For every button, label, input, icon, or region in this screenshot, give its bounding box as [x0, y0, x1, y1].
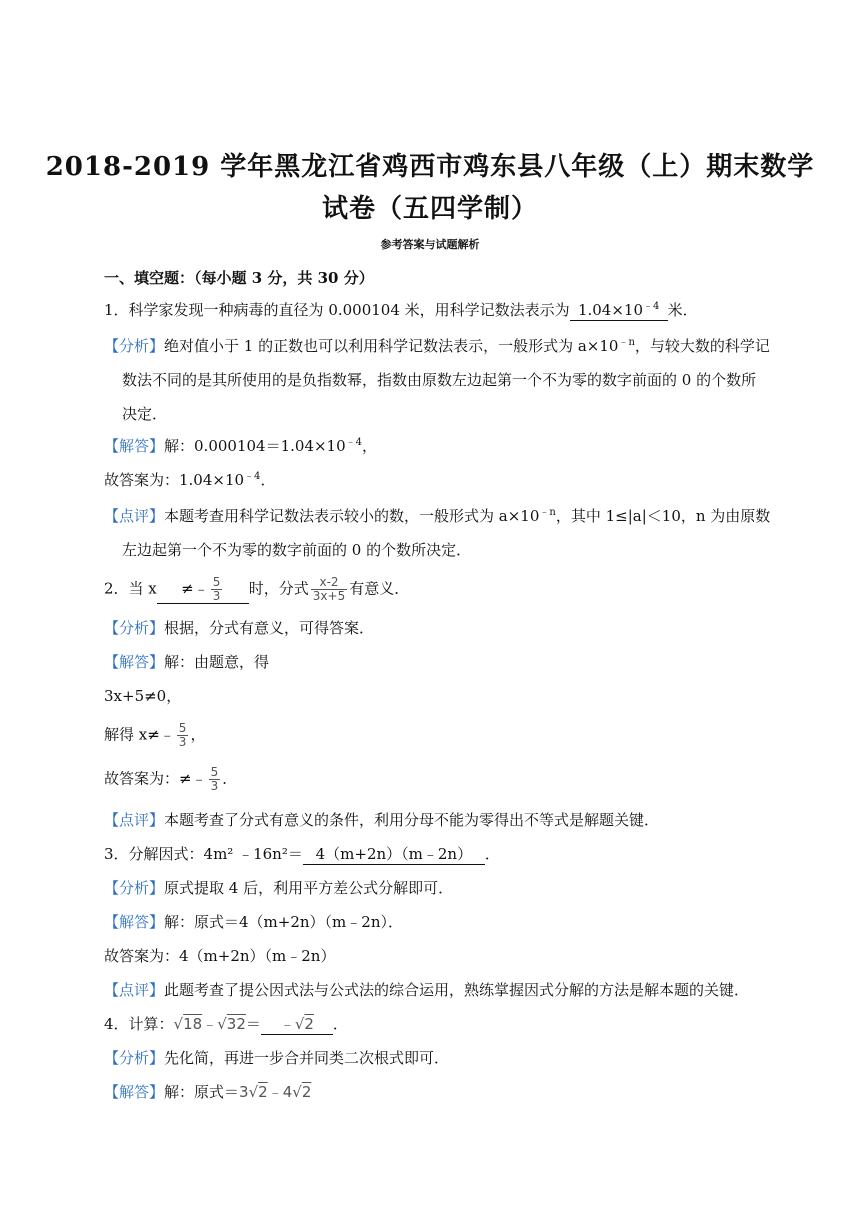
answer-blank: 4（m+2n）（m﹣2n） — [303, 844, 485, 865]
answer-blank: ≠﹣ $\frac{5}{3}$ — [157, 576, 249, 604]
analysis-tag: 【分析】 — [104, 337, 165, 355]
q1-analysis-cont2: 决定． — [122, 405, 168, 423]
answer-blank: $1.04\times 10^{﹣4}$ — [570, 300, 668, 321]
sqrt-expression: √18﹣√32 — [173, 1015, 246, 1033]
question-2: 2．当 x ≠﹣ $\frac{5}{3}$ 时，分式 $\frac{x-2}{3x+5}$ 有意义． — [104, 575, 410, 603]
q1-final-answer: 故答案为：$1.04\times 10^{﹣4}$． — [104, 471, 276, 489]
fraction-image: $\frac{5}{3}$ — [212, 575, 221, 603]
q3-answer: 【解答】解：原式＝4（m+2n）（m﹣2n）． — [104, 913, 403, 931]
q2-answer: 【解答】解：由题意，得 — [104, 653, 270, 671]
page-subtitle: 参考答案与试题解析 — [380, 238, 480, 251]
question-1: 1．科学家发现一种病毒的直径为 0.000104 米，用科学记数法表示为 $1.04\times 10^{﹣4}$ 米． — [104, 301, 698, 319]
question-3: 3．分解因式：4m² ﹣16n²＝ 4（m+2n）（m﹣2n） ． — [104, 845, 500, 863]
q1-comment: 【点评】本题考查用科学记数法表示较小的数，一般形式为 $a\times 10^{﹣n}$，其中 1≤|a|＜10，n 为由原数 — [104, 507, 771, 525]
section-heading: 一、填空题：（每小题 3 分，共 30 分） — [104, 269, 374, 287]
answer-blank: ﹣√2 — [261, 1014, 333, 1035]
question-1-stem: 1．科学家发现一种病毒的直径为 0.000104 米，用科学记数法表示为 — [104, 301, 570, 319]
page-title: 2018-2019 学年黑龙江省鸡西市鸡东县八年级（上）期末数学 — [45, 152, 815, 182]
q1-analysis-cont: 数法不同的是其所使用的是负指数幂，指数由原数左边起第一个不为零的数字前面的 0 的个数所 — [122, 371, 757, 389]
question-4: 4．计算：√18﹣√32＝ ﹣√2 ． — [104, 1015, 348, 1033]
page-title-line2: 试卷（五四学制） — [321, 194, 538, 224]
fraction-expression: $\frac{x-2}{3x+5}$ — [312, 575, 346, 603]
q4-answer: 【解答】解：原式＝3√2﹣4√2 — [104, 1083, 312, 1101]
q4-analysis: 【分析】先化简，再进一步合并同类二次根式即可． — [104, 1049, 450, 1067]
q1-comment-cont: 左边起第一个不为零的数字前面的 0 的个数所决定． — [122, 541, 472, 559]
q1-analysis: 【分析】绝对值小于 1 的正数也可以利用科学记数法表示，一般形式为 $a\times 10^{﹣n}$，与较大数的科学记 — [104, 337, 770, 355]
q2-analysis: 【分析】根据，分式有意义，可得答案． — [104, 619, 375, 637]
answer-tag: 【解答】 — [104, 437, 165, 455]
q2-solve: 解得 x≠﹣ $\frac{5}{3}$ ， — [104, 721, 206, 749]
q3-comment: 【点评】此题考查了提公因式法与公式法的综合运用，熟练掌握因式分解的方法是解本题的关键． — [104, 981, 750, 999]
comment-tag: 【点评】 — [104, 507, 165, 525]
q2-final-answer: 故答案为：≠﹣ $\frac{5}{3}$ ． — [104, 765, 238, 793]
q2-comment: 【点评】本题考查了分式有意义的条件，利用分母不能为零得出不等式是解题关键． — [104, 811, 660, 829]
q1-answer: 【解答】解：$0.000104=1.04\times 10^{﹣4}$， — [104, 437, 378, 455]
sqrt-expression: 3√2﹣4√2 — [239, 1083, 312, 1101]
q3-analysis: 【分析】原式提取 4 后，利用平方差公式分解即可． — [104, 879, 454, 897]
q3-final-answer: 故答案为：4（m+2n）（m﹣2n） — [104, 947, 336, 965]
q2-inequality: 3x+5≠0， — [104, 687, 182, 705]
